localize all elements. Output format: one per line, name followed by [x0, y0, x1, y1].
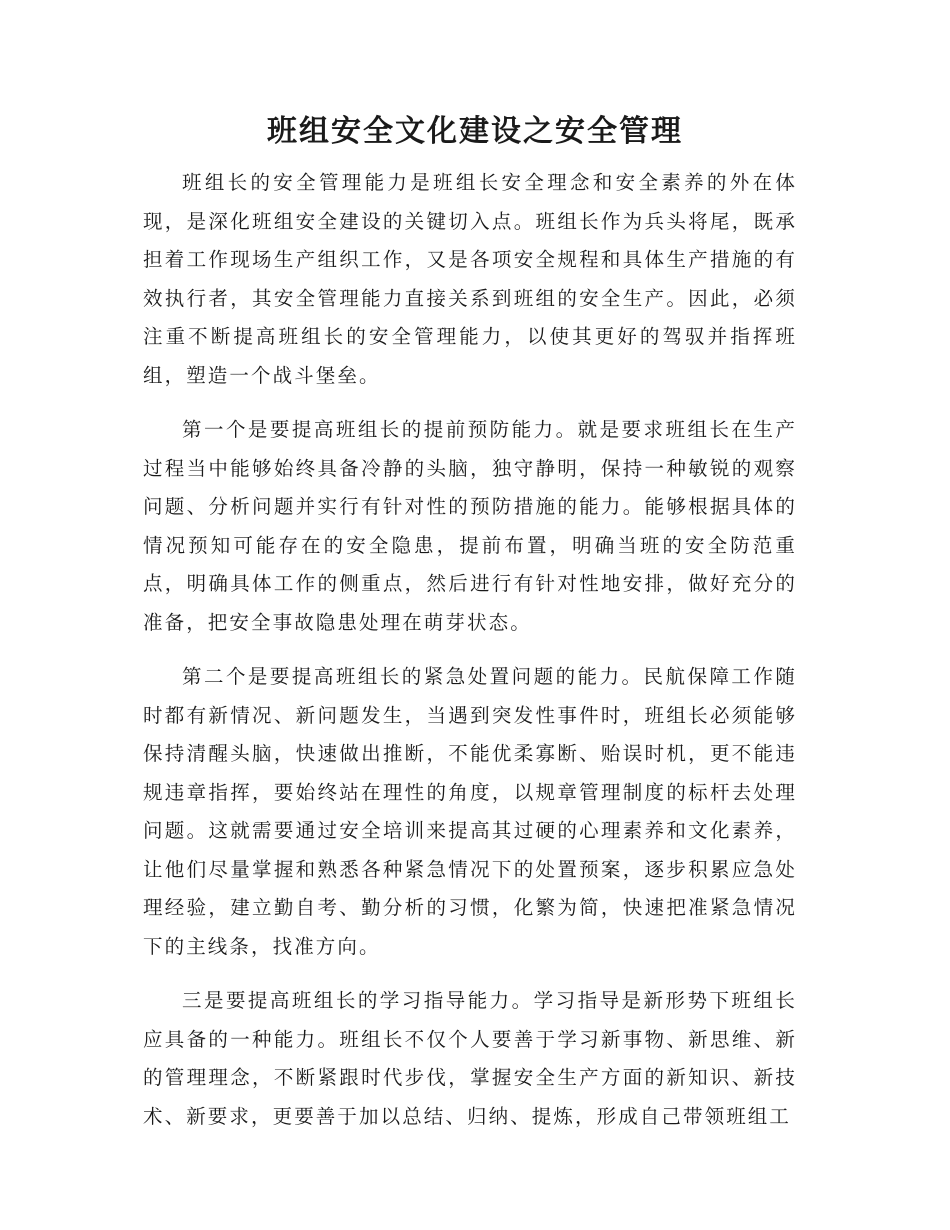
paragraph-2: 第一个是要提高班组长的提前预防能力。就是要求班组长在生产过程当中能够始终具备冷静的头脑，独守静明，保持一种敏锐的观察问题、分析问题并实行有针对性的预防措施的能力。能够根据具体的情况预知可能存在的安全隐患，提前布置，明确当班的安全防范重点，明确具体工作的侧重点，然后进行有针对性地安排，做好充分的准备，把安全事故隐患处理在萌芽状态。: [143, 418, 797, 634]
paragraph-1: 班组长的安全管理能力是班组长安全理念和安全素养的外在体现，是深化班组安全建设的关键切入点。班组长作为兵头将尾，既承担着工作现场生产组织工作，又是各项安全规程和具体生产措施的有效执行者，其安全管理能力直接关系到班组的安全生产。因此，必须注重不断提高班组长的安全管理能力，以使其更好的驾驭并指挥班组，塑造一个战斗堡垒。: [143, 171, 797, 387]
paragraph-3: 第二个是要提高班组长的紧急处置问题的能力。民航保障工作随时都有新情况、新问题发生，当遇到突发性事件时，班组长必须能够保持清醒头脑，快速做出推断，不能优柔寡断、贻误时机，更不能违规违章指挥，要始终站在理性的角度，以规章管理制度的标杆去处理问题。这就需要通过安全培训来提高其过硬的心理素养和文化素养，让他们尽量掌握和熟悉各种紧急情况下的处置预案，逐步积累应急处理经验，建立勤自考、勤分析的习惯，化繁为简，快速把准紧急情况下的主线条，找准方向。: [143, 665, 797, 958]
document-body: [143, 164, 797, 1152]
paragraph-4: 三是要提高班组长的学习指导能力。学习指导是新形势下班组长应具备的一种能力。班组长不仅个人要善于学习新事物、新思维、新的管理理念，不断紧跟时代步伐，掌握安全生产方面的新知识、新技术、新要求，更要善于加以总结、归纳、提炼，形成自己带领班组工: [143, 989, 797, 1128]
document-title: 班组安全文化建设之安全管理: [267, 114, 683, 149]
